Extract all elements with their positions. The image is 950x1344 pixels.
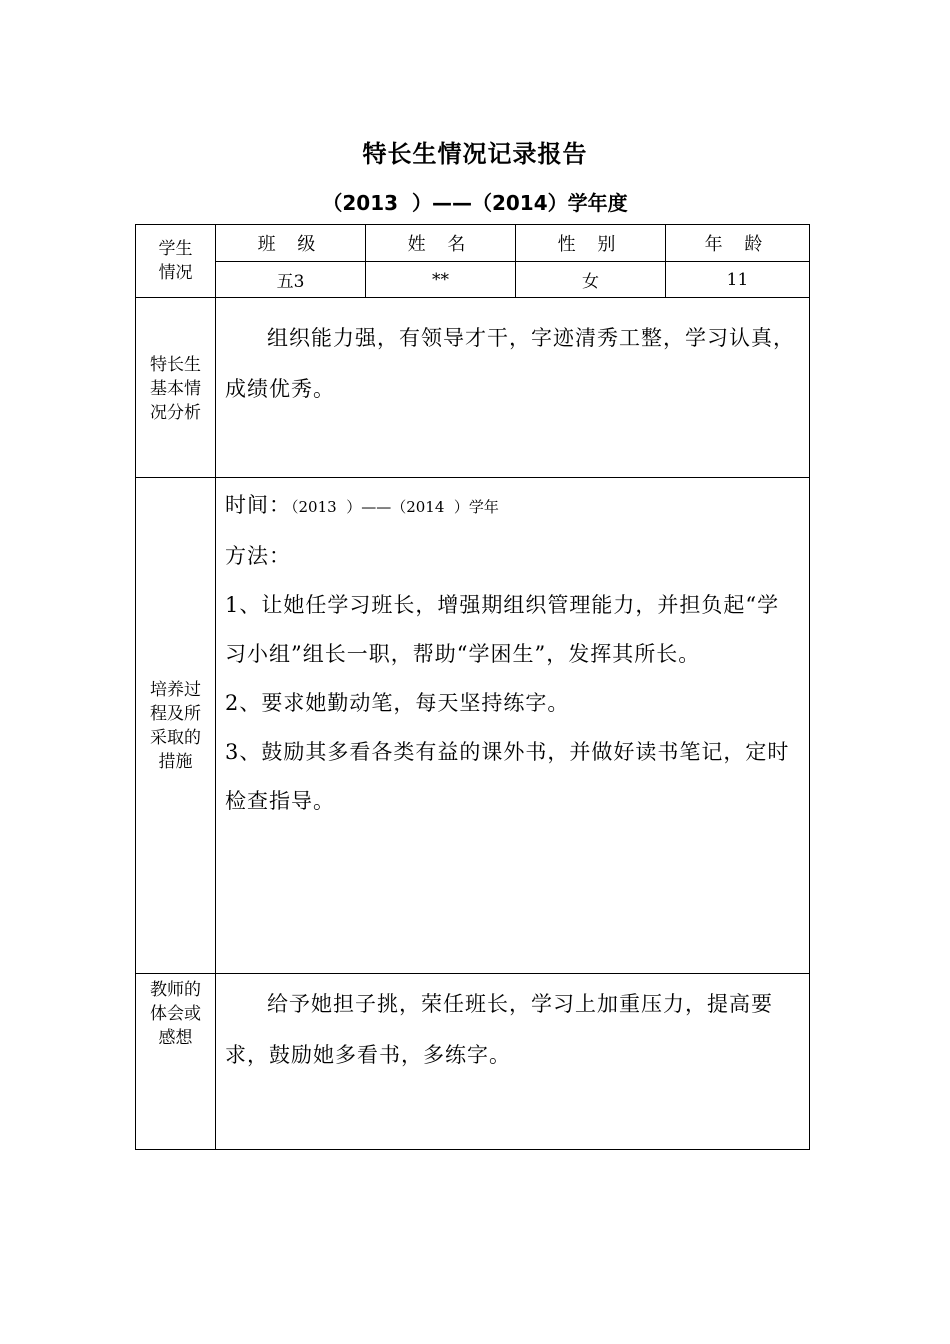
measures-time-line [216, 481, 809, 532]
measures-label [136, 478, 216, 974]
student-info-label-text: 学生 情况 [158, 239, 193, 283]
school-year-subtitle: （2013 ）——（2014）学年度 [322, 191, 628, 215]
analysis-label [136, 298, 216, 478]
analysis-content [216, 298, 810, 478]
analysis-row [136, 298, 810, 478]
reflection-content [216, 974, 810, 1150]
analysis-text: 组织能力强，有领导才干，字迹清秀工整，学习认真，成绩优秀。 [225, 326, 795, 401]
value-gender: 女 [516, 262, 666, 298]
method-item-2: 2、要求她勤动笔，每天坚持练字。 [225, 691, 570, 715]
method-item-3: 3、鼓励其多看各类有益的课外书，并做好读书笔记，定时检查指导。 [225, 740, 790, 813]
header-class: 班 级 [216, 225, 366, 262]
value-age: 11 [666, 262, 810, 298]
reflection-label [136, 974, 216, 1150]
value-class: 五3 [216, 262, 366, 298]
value-name: ** [366, 262, 516, 298]
header-name: 姓 名 [366, 225, 516, 262]
student-info-value-row [136, 262, 810, 298]
analysis-label-text: 特长生 基本情 况分析 [150, 354, 201, 423]
student-info-header-row [136, 225, 810, 262]
time-label: 时间： [225, 493, 291, 517]
header-gender: 性 别 [516, 225, 666, 262]
reflection-label-text: 教师的 体会或 感想 [150, 980, 201, 1048]
time-value: （2013 ）——（2014 ）学年 [291, 498, 499, 516]
measures-content [216, 478, 810, 974]
reflection-text: 给予她担子挑，荣任班长，学习上加重压力，提高要求，鼓励她多看书，多练字。 [225, 992, 773, 1067]
measures-row [136, 478, 810, 974]
reflection-row [136, 974, 810, 1150]
report-table [135, 224, 810, 1150]
measures-label-text: 培养过 程及所 采取的 措施 [150, 679, 201, 772]
header-age: 年 龄 [666, 225, 810, 262]
method-label: 方法： [225, 544, 291, 568]
method-item-1: 1、让她任学习班长，增强期组织管理能力，并担负起“学习小组”组长一职，帮助“学困生”，发挥其所长。 [225, 593, 780, 666]
student-info-label [136, 225, 216, 298]
report-title: 特长生情况记录报告 [362, 140, 588, 168]
